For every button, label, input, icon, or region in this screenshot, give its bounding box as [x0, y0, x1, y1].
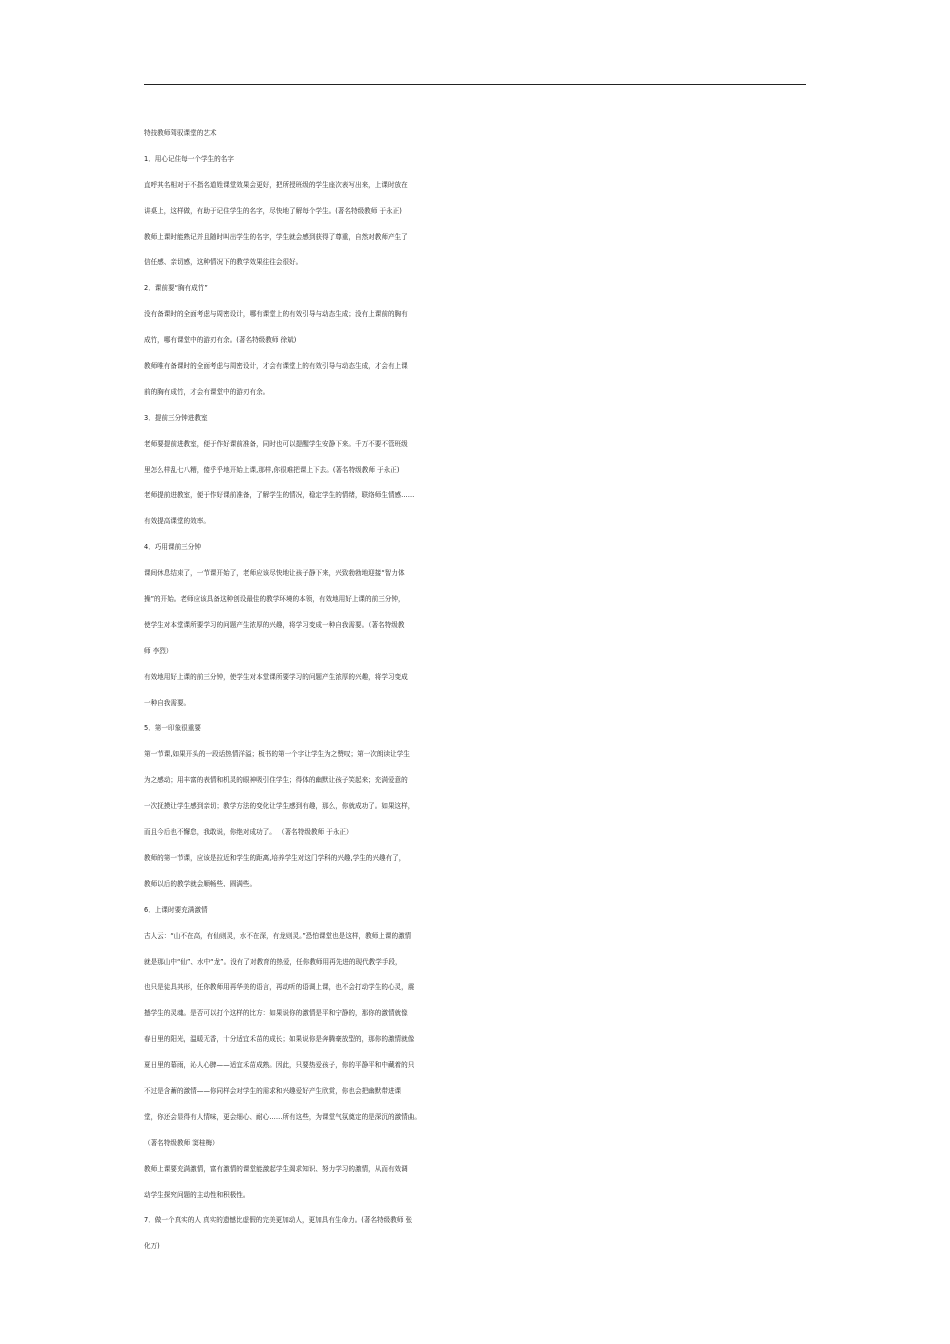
text-line: 成竹，哪有课堂中的游刃有余。(著名特级教师 徐斌) [144, 336, 297, 345]
text-line: 有效地用好上课的前三分钟，使学生对本堂课所要学习的问题产生浓厚的兴趣，将学习变成 [144, 672, 408, 681]
text-line: 5．第一印象很重要 [144, 724, 201, 733]
text-line: （著名特级教师 窦桂梅） [144, 1138, 219, 1147]
text-line: 撼学生的灵魂。是否可以打个这样的比方：如果说你的激情是平和宁静的，那你的激情就像 [144, 1009, 408, 1018]
text-line: 4．巧用课前三分钟 [144, 543, 201, 552]
text-line: 春日里的阳光，温暖无香，十分适宜禾苗的成长；如果说你是奔腾豪放型的，那你的激情就像 [144, 1035, 415, 1044]
text-line: 第一节课,如果开头的一段话热情洋溢；板书的第一个字让学生为之赞叹；第一次朗读让学生 [144, 750, 410, 759]
text-line: 教师唯有备课时的全面考虑与周密设计，才会有课堂上的有效引导与动态生成，才会有上课 [144, 362, 408, 371]
text-line: 3．提前三分钟进教室 [144, 413, 208, 422]
text-line: 没有备课时的全面考虑与周密设计，哪有课堂上的有效引导与动态生成；没有上课前的胸有 [144, 310, 408, 319]
text-line: 动学生探究问题的主动性和积极性。 [144, 1190, 250, 1199]
text-line: 一次抚摸让学生感到亲切；教学方法的变化让学生感到有趣，那么，你就成功了。如果这样， [144, 802, 415, 811]
text-line: 教师以后的教学就会顺畅些、圆满些。 [144, 879, 257, 888]
text-line: 化万) [144, 1242, 160, 1251]
text-line: 教师上课时能熟记并且随时叫出学生的名字，学生就会感到获得了尊重，自然对教师产生了 [144, 232, 408, 241]
text-line: 6．上课时要充满激情 [144, 905, 208, 914]
text-line: 为之感动；用丰富的表情和机灵的眼神吸引住学生；得体的幽默让孩子笑起来；充满爱意的 [144, 776, 408, 785]
text-line: 信任感、亲切感，这种情况下的教学效果往往会很好。 [144, 258, 303, 267]
text-line: 讲桌上，这样做，有助于记住学生的名字，尽快地了解每个学生。(著名特级教师 于永正) [144, 206, 402, 215]
text-line: 也只是徒具其形，任你教师用再华美的语言，再动听的语调上课，也不会打动学生的心灵，震 [144, 983, 415, 992]
text-line: 1．用心记住每一个学生的名字 [144, 154, 234, 163]
text-line: 一种自我需要。 [144, 698, 191, 707]
text-line: 而且今后也不懈怠，我敢说，你绝对成功了。 （著名特级教师 于永正） [144, 828, 353, 837]
document-text [144, 147, 810, 1260]
header-rule [144, 84, 806, 85]
text-line: 操”的开始。老师应该具备这种创设最佳的教学环境的本领，有效地用好上课的前三分钟， [144, 595, 405, 604]
document-title: 特技教师驾驭课堂的艺术 [144, 129, 217, 137]
text-line: 古人云：“山不在高，有仙则灵，水不在深，有龙则灵。”恐怕课堂也是这样，教师上课的激情 [144, 931, 412, 940]
text-line: 老师要提前进教室，便于作好课前准备，同时也可以提醒学生安静下来。千万不要不管班级 [144, 439, 408, 448]
text-line: 前的胸有成竹，才会有课堂中的游刃有余。 [144, 387, 270, 396]
text-line: 里怎么样乱七八糟，傻乎乎地开始上课,那样,你很难把课上下去。(著名特级教师 于永正) [144, 465, 400, 474]
text-line: 有效提高课堂的效率。 [144, 517, 210, 526]
text-line: 不过是含蓄的激情——你同样会对学生的需求和兴趣爱好产生欣赏，你也会把幽默带进课 [144, 1086, 402, 1095]
text-line: 使学生对本堂课所要学习的问题产生浓厚的兴趣，将学习变成一种自我需要。（著名特级教 [144, 620, 405, 629]
text-line: 直呼其名相对于不指名道姓课堂效果会更好，把所授班级的学生座次表写出来，上课时放在 [144, 180, 408, 189]
text-line: 老师提前进教室，便于作好课前准备，了解学生的情况，稳定学生的情绪，联络师生情感…… [144, 491, 415, 500]
text-line: 就是那山中“仙”、水中“龙”。没有了对教育的热爱，任你教师用再先进的现代教学手段， [144, 957, 402, 966]
text-line: 师 李烈） [144, 646, 173, 655]
text-line: 2．课前要“胸有成竹” [144, 284, 208, 293]
text-line: 教师上课要充满激情，富有激情的课堂能激起学生渴求知识、努力学习的激情，从而有效调 [144, 1164, 408, 1173]
text-line: 堂，你还会显得有人情味，更会细心、耐心……所有这些，为课堂气氛奠定的是深沉的激情曲。 [144, 1112, 421, 1121]
text-line: 夏日里的幕雨，沁人心脾——适宜禾苗成熟。因此，只要热爱孩子，你的平静平和中藏着的只 [144, 1061, 415, 1070]
text-line: 课间休息结束了，一节课开始了，老师应该尽快地让孩子静下来，兴致勃勃地迎接“智力体 [144, 569, 405, 578]
text-line: 7．做一个真实的人 真实的遗憾比虚假的完美更加动人，更加具有生命力。(著名特级教师 张 [144, 1216, 413, 1225]
document-body [144, 121, 810, 1260]
text-line: 教师的第一节课，应该是拉近和学生的距离,培养学生对这门学科的兴趣,学生的兴趣有了， [144, 853, 406, 862]
